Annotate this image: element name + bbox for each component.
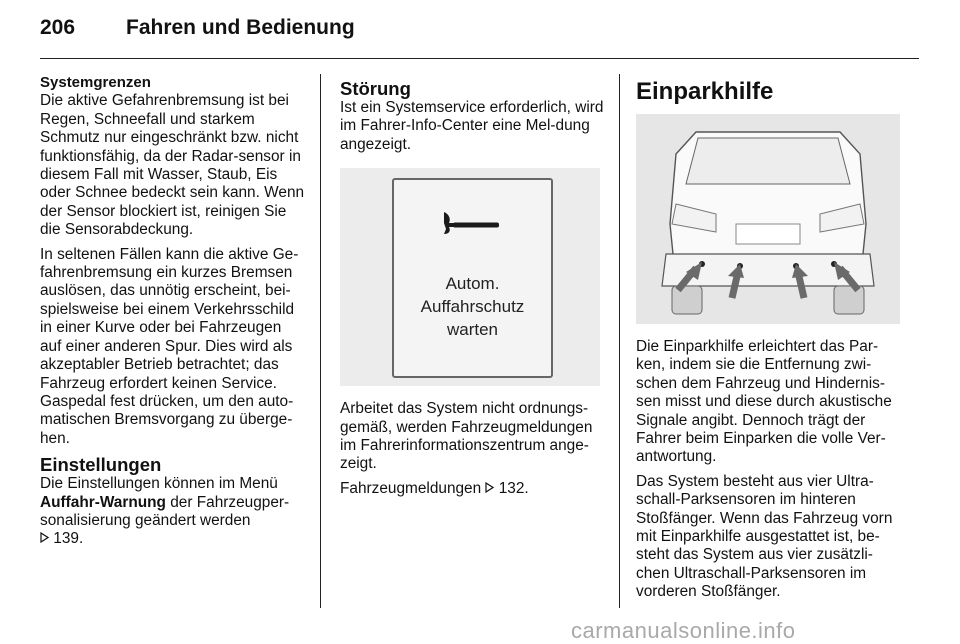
heading-einparkhilfe: Einparkhilfe xyxy=(636,78,774,105)
header-rule xyxy=(40,58,919,59)
watermark: carmanualsonline.info xyxy=(571,618,796,643)
paragraph: In seltenen Fällen kann die aktive Ge-fahrenbremsung ein kurzes Bremsen auslösen, das unnötig erscheint, bei-spielsweise bei einem Verkehrsschild in einer Kurve oder bei Fahrzeugen auf einer anderen Spur. Dies wird als akzeptabler Betrieb betrachtet; das Fahrzeug erfordert keinen Service. Gaspedal fest drücken, um den auto-matischen Bremsvorgang zu überge-hen. xyxy=(40,245,299,447)
paragraph-ref: Fahrzeugmeldungen 132. xyxy=(340,479,529,497)
paragraph: Die Einparkhilfe erleichtert das Par-ken, indem sie die Entfernung zwi-schen dem Fahrzeug und Hindernis-sen misst und diese durch akustische Signale angibt. Dennoch trägt der Fahrer beim Einparken die volle Ver-antwortung. xyxy=(636,338,892,466)
paragraph: Ist ein Systemservice erforderlich, wird im Fahrer-Info-Center eine Mel-dung angezeigt. xyxy=(340,99,604,153)
display-illustration xyxy=(340,168,600,386)
paragraph: Das System besteht aus vier Ultra-schall-Parksensoren im hinteren Stoßfänger. Wenn das Fahrzeug vorn mit Einparkhilfe ausgestattet ist, be-steht das System aus vier zusätzli-chen Ultraschall-Parksensoren im vorderen Stoßfänger. xyxy=(636,472,893,601)
dashboard-display xyxy=(392,178,553,378)
subheading-systemgrenzen: Systemgrenzen xyxy=(40,74,151,91)
column-1 xyxy=(40,74,306,555)
page-ref-arrow-icon xyxy=(40,532,49,543)
paragraph: Die aktive Gefahrenbremsung ist bei Regen, Schneefall und starkem Schmutz nur eingeschränkt bzw. nicht funktionsfähig, da der Radar-sensor in diesem Fall mit Wasser, Staub, Eis oder Schnee bedeckt sein kann. Wenn der Sensor blockiert ist, reinigen Sie die Sensorabdeckung. xyxy=(40,92,305,239)
display-message: Autom. Auffahrschutz warten xyxy=(420,274,525,340)
heading-einstellungen: Einstellungen xyxy=(40,454,162,476)
page-number: 206 xyxy=(40,16,76,39)
car-rear-illustration xyxy=(636,114,900,324)
page-header xyxy=(40,16,920,50)
wrench-icon xyxy=(440,210,502,236)
column-divider-1 xyxy=(320,74,321,608)
menu-name: Auffahr-Warnung xyxy=(40,493,166,511)
column-2 xyxy=(340,74,606,504)
column-divider-2 xyxy=(619,74,620,608)
page-title: Fahren und Bedienung xyxy=(126,16,355,39)
page-ref-link[interactable]: 139. xyxy=(40,530,83,547)
paragraph-einstellungen: Die Einstellungen können im Menü Auffahr-Warnung der Fahrzeugper-sonalisierung geändert werden 139. xyxy=(40,475,290,548)
heading-stoerung: Störung xyxy=(340,78,411,99)
column-3 xyxy=(636,74,902,608)
paragraph: Arbeitet das System nicht ordnungs-gemäß, werden Fahrzeugmeldungen im Fahrerinformationszentrum ange-zeigt. xyxy=(340,400,593,473)
page-ref-link[interactable]: 132. xyxy=(485,480,528,497)
